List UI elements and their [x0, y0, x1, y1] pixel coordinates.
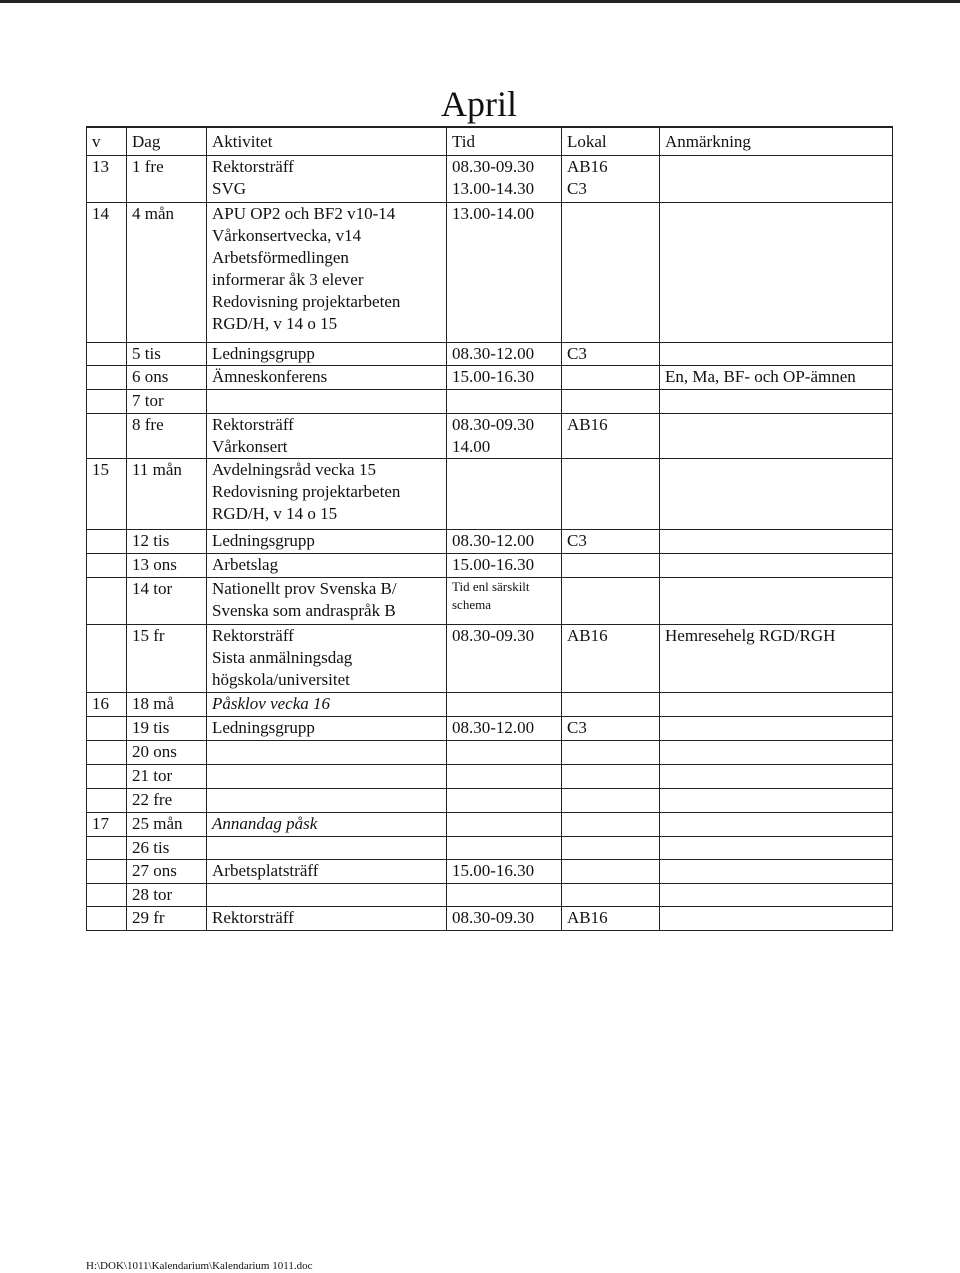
time-cell-line: 15.00-16.30: [452, 366, 535, 386]
room-cell: [562, 906, 660, 930]
activity-cell-line: Arbetsplatsträff: [212, 860, 319, 880]
table-row: [87, 836, 893, 859]
activity-cell-line: Rektorsträff: [212, 414, 294, 434]
table-row: [87, 812, 893, 836]
time-cell-line: 08.30-09.30: [452, 156, 535, 176]
day-cell-text: 6 ons: [132, 366, 169, 386]
room-cell: [562, 389, 660, 413]
day-cell: [127, 716, 207, 740]
activity-cell-text: Påsklov vecka 16: [212, 693, 330, 713]
day-cell-text: 25 mån: [132, 813, 183, 833]
week-cell: [87, 202, 127, 342]
week-cell: [87, 692, 127, 716]
week-cell: [87, 155, 127, 202]
time-cell-line: 15.00-16.30: [452, 554, 535, 574]
room-cell: [562, 458, 660, 529]
activity-cell-line: Rektorsträff: [212, 625, 294, 645]
day-cell: [127, 740, 207, 764]
day-cell-text: 12 tis: [132, 530, 170, 550]
day-cell-text: 4 mån: [132, 203, 175, 223]
remark-cell: [660, 764, 893, 788]
activity-cell-line: Redovisning projektarbeten: [212, 481, 401, 501]
activity-cell-line: Nationellt prov Svenska B/: [212, 578, 397, 598]
week-cell: [87, 812, 127, 836]
time-cell-line: Tid enl särskilt: [452, 578, 530, 594]
activity-cell: [207, 692, 447, 716]
activity-cell-line: RGD/H, v 14 o 15: [212, 503, 338, 523]
activity-cell: [207, 342, 447, 365]
table-row: [87, 413, 893, 458]
activity-cell-line: Ledningsgrupp: [212, 717, 315, 737]
activity-cell-line: Rektorsträff: [212, 156, 294, 176]
room-cell-line: C3: [567, 343, 587, 363]
day-cell: [127, 529, 207, 553]
time-cell-line: schema: [452, 596, 491, 612]
activity-cell: [207, 553, 447, 577]
week-cell-text: 13: [92, 156, 109, 176]
remark-cell: [660, 577, 893, 624]
room-cell-line: AB16: [567, 907, 608, 927]
activity-cell: [207, 788, 447, 812]
time-cell-line: 08.30-09.30: [452, 625, 535, 645]
remark-cell: [660, 716, 893, 740]
time-cell-line: 08.30-12.00: [452, 530, 535, 550]
time-cell-line: 13.00-14.00: [452, 203, 535, 223]
activity-cell: [207, 812, 447, 836]
room-cell: [562, 413, 660, 458]
room-cell: [562, 764, 660, 788]
room-cell: [562, 716, 660, 740]
time-cell: [447, 740, 562, 764]
table-row: [87, 155, 893, 202]
activity-cell-line: Ledningsgrupp: [212, 530, 315, 550]
col-header-dag: Dag: [127, 127, 207, 155]
file-path-footer: H:\DOK\1011\Kalendarium\Kalendarium 1011.doc: [86, 1260, 313, 1272]
day-cell-text: 26 tis: [132, 837, 170, 857]
room-cell: [562, 155, 660, 202]
table-row: [87, 788, 893, 812]
room-cell: [562, 342, 660, 365]
room-cell-line: AB16: [567, 414, 608, 434]
room-cell-line: C3: [567, 717, 587, 737]
day-cell-text: 21 tor: [132, 765, 173, 785]
remark-cell-text: Hemresehelg RGD/RGH: [665, 625, 836, 645]
time-cell-line: 08.30-12.00: [452, 343, 535, 363]
activity-cell: [207, 458, 447, 529]
time-cell: [447, 365, 562, 389]
room-cell: [562, 883, 660, 906]
activity-cell-text: Annandag påsk: [212, 813, 318, 833]
time-cell: [447, 458, 562, 529]
time-cell: [447, 812, 562, 836]
col-header-lokal: Lokal: [562, 127, 660, 155]
day-cell: [127, 155, 207, 202]
remark-cell: [660, 155, 893, 202]
time-cell-line: 14.00: [452, 436, 491, 456]
remark-cell-text: En, Ma, BF- och OP-ämnen: [665, 366, 856, 386]
time-cell: [447, 413, 562, 458]
table-row: [87, 202, 893, 342]
remark-cell: [660, 883, 893, 906]
week-cell-text: 16: [92, 693, 109, 713]
week-cell: [87, 906, 127, 930]
day-cell-text: 28 tor: [132, 884, 173, 904]
activity-cell-line: SVG: [212, 178, 247, 198]
time-cell: [447, 716, 562, 740]
day-cell: [127, 458, 207, 529]
table-row: [87, 529, 893, 553]
remark-cell: [660, 365, 893, 389]
remark-cell: [660, 836, 893, 859]
activity-cell-line: Vårkonsert: [212, 436, 288, 456]
activity-cell-line: Svenska som andraspråk B: [212, 600, 396, 620]
week-cell: [87, 413, 127, 458]
day-cell-text: 20 ons: [132, 741, 177, 761]
table-row: [87, 764, 893, 788]
activity-cell-line: högskola/universitet: [212, 669, 350, 689]
week-cell: [87, 788, 127, 812]
remark-cell: [660, 906, 893, 930]
time-cell: [447, 577, 562, 624]
table-row: [87, 389, 893, 413]
day-cell: [127, 692, 207, 716]
week-cell: [87, 716, 127, 740]
time-cell: [447, 389, 562, 413]
day-cell: [127, 883, 207, 906]
col-header-aktivitet: Aktivitet: [207, 127, 447, 155]
day-cell: [127, 577, 207, 624]
time-cell-line: 15.00-16.30: [452, 860, 535, 880]
day-cell: [127, 859, 207, 883]
room-cell: [562, 740, 660, 764]
room-cell: [562, 577, 660, 624]
week-cell: [87, 342, 127, 365]
table-row: [87, 365, 893, 389]
room-cell: [562, 365, 660, 389]
day-cell-text: 18 må: [132, 693, 175, 713]
top-rule: [0, 0, 960, 3]
activity-cell: [207, 577, 447, 624]
activity-cell-line: Ämneskonferens: [212, 366, 328, 386]
table-row: [87, 883, 893, 906]
activity-cell-line: Arbetslag: [212, 554, 279, 574]
activity-cell: [207, 155, 447, 202]
activity-cell: [207, 883, 447, 906]
remark-cell: [660, 788, 893, 812]
remark-cell: [660, 553, 893, 577]
day-cell-text: 5 tis: [132, 343, 161, 363]
week-cell: [87, 389, 127, 413]
time-cell-line: 08.30-09.30: [452, 414, 535, 434]
table-row: [87, 692, 893, 716]
table-row: [87, 740, 893, 764]
time-cell-line: 08.30-09.30: [452, 907, 535, 927]
day-cell: [127, 906, 207, 930]
activity-cell-line: Avdelningsråd vecka 15: [212, 459, 376, 479]
week-cell: [87, 624, 127, 692]
day-cell: [127, 553, 207, 577]
week-cell: [87, 859, 127, 883]
activity-cell: [207, 202, 447, 342]
day-cell: [127, 413, 207, 458]
time-cell: [447, 836, 562, 859]
activity-cell: [207, 764, 447, 788]
time-cell: [447, 788, 562, 812]
table-row: [87, 577, 893, 624]
room-cell: [562, 202, 660, 342]
time-cell: [447, 624, 562, 692]
time-cell: [447, 529, 562, 553]
week-cell-text: 15: [92, 459, 109, 479]
day-cell: [127, 365, 207, 389]
day-cell-text: 1 fre: [132, 156, 164, 176]
room-cell: [562, 692, 660, 716]
time-cell-line: 08.30-12.00: [452, 717, 535, 737]
room-cell: [562, 812, 660, 836]
time-cell-line: 13.00-14.30: [452, 178, 535, 198]
week-cell: [87, 458, 127, 529]
remark-cell: [660, 529, 893, 553]
day-cell-text: 8 fre: [132, 414, 164, 434]
activity-cell: [207, 716, 447, 740]
week-cell-text: 14: [92, 203, 109, 223]
activity-cell-line: Arbetsförmedlingen: [212, 247, 349, 267]
week-cell: [87, 740, 127, 764]
day-cell-text: 13 ons: [132, 554, 177, 574]
day-cell-text: 11 mån: [132, 459, 182, 479]
day-cell: [127, 764, 207, 788]
day-cell-text: 14 tor: [132, 578, 173, 598]
table-row: [87, 458, 893, 529]
room-cell: [562, 859, 660, 883]
day-cell: [127, 389, 207, 413]
room-cell: [562, 788, 660, 812]
calendar-body: [87, 155, 893, 930]
remark-cell: [660, 458, 893, 529]
day-cell-text: 19 tis: [132, 717, 170, 737]
day-cell-text: 29 fr: [132, 907, 165, 927]
table-row: [87, 716, 893, 740]
remark-cell: [660, 342, 893, 365]
activity-cell-line: RGD/H, v 14 o 15: [212, 313, 338, 333]
time-cell: [447, 155, 562, 202]
page-title: April: [441, 84, 517, 124]
day-cell: [127, 788, 207, 812]
remark-cell: [660, 740, 893, 764]
activity-cell-line: Sista anmälningsdag: [212, 647, 353, 667]
room-cell-line: C3: [567, 178, 587, 198]
calendar-table: [86, 126, 893, 931]
remark-cell: [660, 413, 893, 458]
day-cell-text: 27 ons: [132, 860, 177, 880]
remark-cell: [660, 389, 893, 413]
table-row: [87, 624, 893, 692]
activity-cell: [207, 529, 447, 553]
activity-cell: [207, 740, 447, 764]
time-cell: [447, 342, 562, 365]
day-cell: [127, 812, 207, 836]
activity-cell-line: Ledningsgrupp: [212, 343, 315, 363]
week-cell: [87, 553, 127, 577]
table-row: [87, 553, 893, 577]
time-cell: [447, 553, 562, 577]
activity-cell: [207, 413, 447, 458]
header-row: [87, 127, 893, 155]
day-cell: [127, 342, 207, 365]
activity-cell: [207, 906, 447, 930]
time-cell: [447, 883, 562, 906]
room-cell: [562, 624, 660, 692]
week-cell: [87, 577, 127, 624]
col-header-v: v: [87, 127, 127, 155]
day-cell: [127, 624, 207, 692]
time-cell: [447, 906, 562, 930]
week-cell: [87, 529, 127, 553]
time-cell: [447, 692, 562, 716]
activity-cell: [207, 365, 447, 389]
activity-cell-line: informerar åk 3 elever: [212, 269, 364, 289]
remark-cell: [660, 692, 893, 716]
activity-cell-line: Rektorsträff: [212, 907, 294, 927]
room-cell: [562, 836, 660, 859]
col-header-tid: Tid: [447, 127, 562, 155]
activity-cell: [207, 624, 447, 692]
remark-cell: [660, 859, 893, 883]
activity-cell-line: Redovisning projektarbeten: [212, 291, 401, 311]
day-cell-text: 22 fre: [132, 789, 173, 809]
week-cell: [87, 883, 127, 906]
time-cell: [447, 764, 562, 788]
time-cell: [447, 859, 562, 883]
table-row: [87, 906, 893, 930]
col-header-anmarkning: Anmärkning: [660, 127, 893, 155]
activity-cell: [207, 389, 447, 413]
table-row: [87, 859, 893, 883]
day-cell-text: 7 tor: [132, 390, 164, 410]
remark-cell: [660, 202, 893, 342]
day-cell-text: 15 fr: [132, 625, 165, 645]
room-cell-line: AB16: [567, 156, 608, 176]
time-cell: [447, 202, 562, 342]
activity-cell-line: APU OP2 och BF2 v10-14: [212, 203, 396, 223]
remark-cell: [660, 812, 893, 836]
activity-cell-line: Vårkonsertvecka, v14: [212, 225, 362, 245]
day-cell: [127, 202, 207, 342]
remark-cell: [660, 624, 893, 692]
activity-cell: [207, 859, 447, 883]
activity-cell: [207, 836, 447, 859]
week-cell: [87, 836, 127, 859]
week-cell: [87, 764, 127, 788]
room-cell: [562, 529, 660, 553]
week-cell: [87, 365, 127, 389]
table-row: [87, 342, 893, 365]
day-cell: [127, 836, 207, 859]
room-cell: [562, 553, 660, 577]
room-cell-line: AB16: [567, 625, 608, 645]
week-cell-text: 17: [92, 813, 109, 833]
room-cell-line: C3: [567, 530, 587, 550]
